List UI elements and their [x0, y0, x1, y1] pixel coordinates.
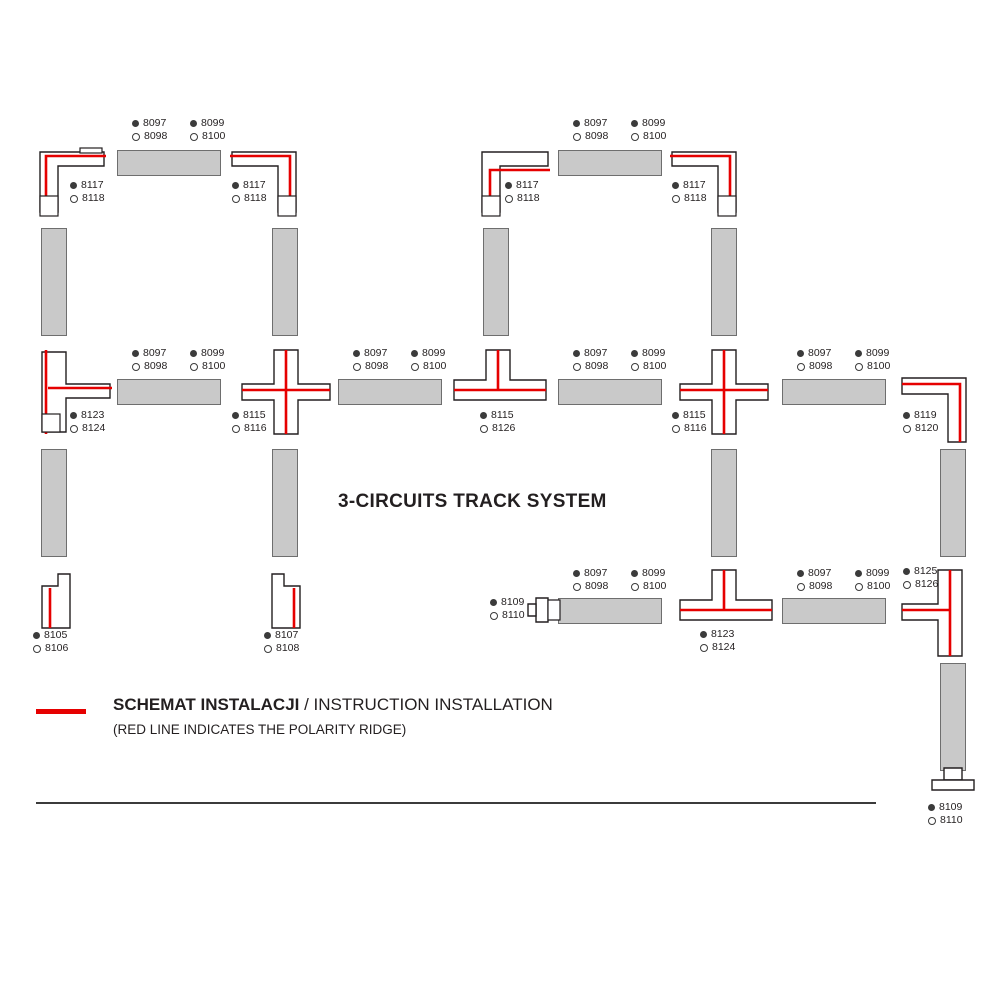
code-label [903, 409, 949, 435]
code-label [573, 567, 677, 593]
filled-dot-icon [700, 631, 707, 638]
code-value: 8108 [276, 642, 300, 654]
code-value: 8100 [643, 580, 667, 592]
code-value: 8126 [492, 422, 516, 434]
end-feed-connector [266, 570, 306, 632]
open-dot-icon [928, 817, 936, 825]
track-segment [558, 150, 662, 176]
filled-dot-icon [928, 804, 935, 811]
filled-dot-icon [505, 182, 512, 189]
filled-dot-icon [672, 182, 679, 189]
track-segment [711, 228, 737, 336]
code-value: 8118 [684, 192, 707, 204]
code-value: 8098 [585, 360, 609, 372]
filled-dot-icon [797, 570, 804, 577]
code-value: 8115 [491, 409, 514, 421]
code-label [797, 347, 901, 373]
open-dot-icon [672, 195, 680, 203]
code-value: 8099 [866, 567, 890, 579]
filled-dot-icon [480, 412, 487, 419]
legend-separator: / [299, 695, 314, 714]
filled-dot-icon [190, 350, 197, 357]
code-label [903, 565, 949, 591]
code-label [928, 801, 974, 827]
code-value: 8124 [712, 641, 736, 653]
code-value: 8118 [517, 192, 540, 204]
code-value: 8100 [867, 580, 891, 592]
open-dot-icon [480, 425, 488, 433]
code-label [232, 409, 278, 435]
track-segment [940, 663, 966, 771]
code-value: 8117 [81, 179, 104, 191]
code-value: 8100 [867, 360, 891, 372]
filled-dot-icon [411, 350, 418, 357]
filled-dot-icon [353, 350, 360, 357]
open-dot-icon [573, 133, 581, 141]
code-value: 8099 [642, 117, 666, 129]
track-segment [782, 379, 886, 405]
open-dot-icon [573, 583, 581, 591]
track-segment [558, 598, 662, 624]
code-value: 8098 [585, 580, 609, 592]
code-label [797, 567, 901, 593]
filled-dot-icon [631, 570, 638, 577]
code-value: 8100 [202, 360, 226, 372]
filled-dot-icon [132, 120, 139, 127]
code-value: 8097 [808, 347, 832, 359]
code-value: 8098 [144, 130, 168, 142]
track-segment [272, 449, 298, 557]
code-value: 8097 [584, 117, 608, 129]
code-label [132, 117, 236, 143]
filled-dot-icon [264, 632, 271, 639]
code-value: 8100 [643, 130, 667, 142]
filled-dot-icon [190, 120, 197, 127]
code-value: 8116 [244, 422, 267, 434]
code-value: 8109 [939, 801, 963, 813]
open-dot-icon [855, 363, 863, 371]
code-label [132, 347, 236, 373]
code-value: 8110 [502, 609, 525, 621]
code-value: 8115 [683, 409, 706, 421]
t-connector [452, 348, 548, 408]
filled-dot-icon [855, 350, 862, 357]
open-dot-icon [132, 133, 140, 141]
open-dot-icon [631, 363, 639, 371]
filled-dot-icon [573, 120, 580, 127]
open-dot-icon [264, 645, 272, 653]
filled-dot-icon [903, 568, 910, 575]
filled-dot-icon [855, 570, 862, 577]
code-label [672, 409, 718, 435]
code-value: 8100 [643, 360, 667, 372]
end-feed-connector [36, 570, 76, 632]
open-dot-icon [505, 195, 513, 203]
track-segment [940, 449, 966, 557]
code-value: 8115 [243, 409, 266, 421]
open-dot-icon [903, 581, 911, 589]
code-value: 8110 [940, 814, 963, 826]
code-value: 8109 [501, 596, 525, 608]
filled-dot-icon [232, 412, 239, 419]
track-segment [782, 598, 886, 624]
code-value: 8117 [516, 179, 539, 191]
track-segment [338, 379, 442, 405]
code-value: 8098 [585, 130, 609, 142]
code-value: 8125 [914, 565, 938, 577]
track-segment [272, 228, 298, 336]
code-value: 8107 [275, 629, 299, 641]
code-label [70, 179, 116, 205]
open-dot-icon [631, 583, 639, 591]
open-dot-icon [132, 363, 140, 371]
divider [36, 802, 876, 804]
open-dot-icon [232, 425, 240, 433]
code-value: 8099 [866, 347, 890, 359]
open-dot-icon [672, 425, 680, 433]
code-value: 8098 [809, 360, 833, 372]
track-segment [117, 150, 221, 176]
filled-dot-icon [797, 350, 804, 357]
code-label [700, 628, 746, 654]
filled-dot-icon [70, 182, 77, 189]
power-feed-connector [928, 766, 978, 800]
code-value: 8116 [684, 422, 707, 434]
page-title: 3-CIRCUITS TRACK SYSTEM [338, 491, 607, 512]
code-value: 8099 [642, 347, 666, 359]
open-dot-icon [903, 425, 911, 433]
open-dot-icon [573, 363, 581, 371]
filled-dot-icon [33, 632, 40, 639]
code-label [264, 629, 310, 655]
open-dot-icon [700, 644, 708, 652]
filled-dot-icon [70, 412, 77, 419]
code-value: 8123 [81, 409, 105, 421]
code-label [505, 179, 551, 205]
code-value: 8100 [202, 130, 226, 142]
code-value: 8120 [915, 422, 939, 434]
code-value: 8099 [201, 117, 225, 129]
code-value: 8098 [809, 580, 833, 592]
open-dot-icon [70, 195, 78, 203]
code-value: 8126 [915, 578, 939, 590]
track-segment [41, 228, 67, 336]
filled-dot-icon [672, 412, 679, 419]
code-value: 8097 [808, 567, 832, 579]
code-value: 8118 [82, 192, 105, 204]
filled-dot-icon [132, 350, 139, 357]
code-value: 8097 [143, 117, 167, 129]
code-value: 8097 [584, 347, 608, 359]
code-value: 8097 [364, 347, 388, 359]
open-dot-icon [353, 363, 361, 371]
track-segment [483, 228, 509, 336]
legend-title [113, 695, 553, 715]
code-label [480, 409, 526, 435]
code-label [573, 347, 677, 373]
legend-title-plain: INSTRUCTION INSTALLATION [313, 695, 553, 714]
code-value: 8117 [683, 179, 706, 191]
open-dot-icon [33, 645, 41, 653]
code-value: 8099 [201, 347, 225, 359]
filled-dot-icon [631, 120, 638, 127]
code-value: 8099 [642, 567, 666, 579]
track-segment [558, 379, 662, 405]
code-value: 8105 [44, 629, 68, 641]
legend-note: (RED LINE INDICATES THE POLARITY RIDGE) [113, 722, 407, 737]
open-dot-icon [190, 133, 198, 141]
open-dot-icon [411, 363, 419, 371]
code-label [353, 347, 457, 373]
open-dot-icon [631, 133, 639, 141]
filled-dot-icon [573, 570, 580, 577]
code-value: 8118 [244, 192, 267, 204]
track-segment [117, 379, 221, 405]
filled-dot-icon [631, 350, 638, 357]
code-label [573, 117, 677, 143]
code-value: 8097 [584, 567, 608, 579]
open-dot-icon [797, 583, 805, 591]
code-value: 8119 [914, 409, 937, 421]
code-value: 8106 [45, 642, 69, 654]
code-label [70, 409, 116, 435]
code-value: 8098 [144, 360, 168, 372]
track-segment [711, 449, 737, 557]
open-dot-icon [190, 363, 198, 371]
code-label [232, 179, 278, 205]
code-value: 8098 [365, 360, 389, 372]
t-connector [678, 568, 774, 628]
open-dot-icon [490, 612, 498, 620]
code-value: 8100 [423, 360, 447, 372]
open-dot-icon [855, 583, 863, 591]
open-dot-icon [797, 363, 805, 371]
open-dot-icon [232, 195, 240, 203]
code-value: 8099 [422, 347, 446, 359]
code-value: 8124 [82, 422, 106, 434]
code-value: 8097 [143, 347, 167, 359]
legend-title-bold: SCHEMAT INSTALACJI [113, 695, 300, 714]
code-value: 8117 [243, 179, 266, 191]
polarity-line-swatch [36, 709, 86, 714]
track-segment [41, 449, 67, 557]
code-label [33, 629, 79, 655]
open-dot-icon [70, 425, 78, 433]
code-label [672, 179, 718, 205]
filled-dot-icon [232, 182, 239, 189]
filled-dot-icon [903, 412, 910, 419]
code-value: 8123 [711, 628, 735, 640]
filled-dot-icon [490, 599, 497, 606]
code-label [490, 596, 536, 622]
filled-dot-icon [573, 350, 580, 357]
